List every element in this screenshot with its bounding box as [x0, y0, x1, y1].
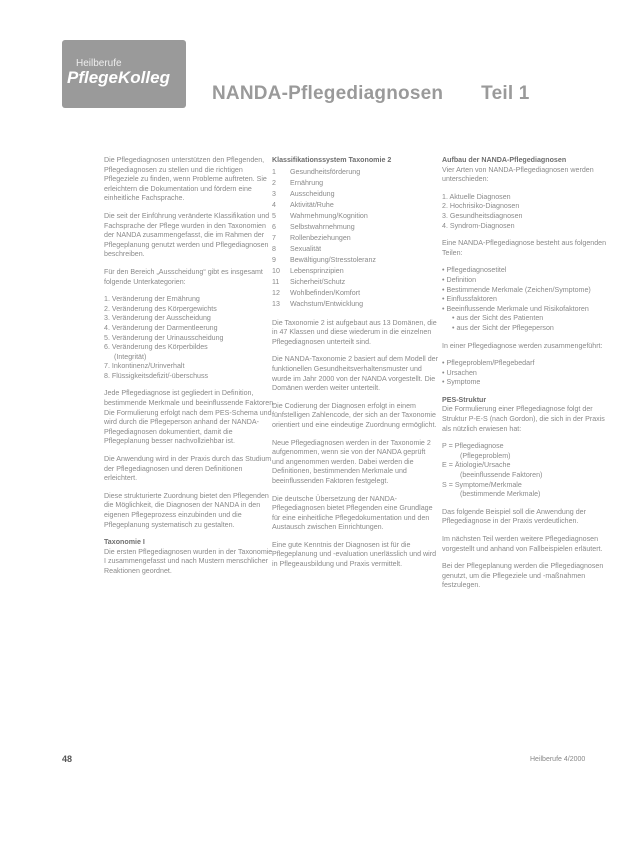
list-item: • Einflussfaktoren	[442, 295, 607, 305]
list	[442, 266, 607, 333]
list-item: • aus der Sicht des Patienten	[442, 314, 607, 324]
page-number: 48	[62, 754, 73, 764]
taxonomy-number: 4	[272, 201, 276, 210]
taxonomy-row	[272, 201, 438, 212]
taxonomy-number: 3	[272, 190, 276, 199]
list-item: (Pflegeproblem)	[460, 451, 511, 460]
list-item: 3. Veränderung der Ausscheidung	[104, 314, 211, 323]
paragraph: Bei der Pflegeplanung werden die Pflegediagnosen genutzt, um die Pflegeziele und -maßnahmen festzulegen.	[442, 562, 604, 590]
taxonomy-row	[272, 289, 438, 300]
list-item: 1. Aktuelle Diagnosen	[442, 192, 511, 201]
paragraph: Diese strukturierte Zuordnung bietet den Pflegenden die Möglichkeit, die Diagnosen der NANDA in den eigenen Pflegeprozess einzubinden und die Pflegeplanung systematisch zu gestalten.	[104, 491, 269, 529]
section-heading: PES-Struktur	[442, 395, 487, 404]
list-item: (beeinflussende Faktoren)	[460, 471, 543, 480]
list-item: • Ursachen	[442, 369, 607, 379]
section-heading: Klassifikationssystem Taxonomie 2	[272, 156, 392, 164]
paragraph: Eine NANDA-Pflegediagnose besteht aus folgenden Teilen:	[442, 239, 607, 257]
taxonomy-row	[272, 212, 438, 223]
taxonomy-number: 11	[272, 278, 280, 287]
list-item: 5. Veränderung der Urinausscheidung	[104, 333, 224, 342]
taxonomy-row	[272, 267, 438, 278]
taxonomy-number: 13	[272, 300, 280, 309]
taxonomy-number: 5	[272, 212, 276, 221]
taxonomy-row	[272, 223, 438, 234]
list-item: S = Symptome/Merkmale	[442, 480, 522, 489]
taxonomy-row	[272, 168, 438, 179]
list-item: 4. Syndrom-Diagnosen	[442, 221, 515, 230]
taxonomy-number: 10	[272, 267, 280, 276]
list	[442, 442, 607, 500]
list-item: 6. Veränderung des Körperbildes	[104, 343, 208, 352]
paragraph: Die Taxonomie 2 ist aufgebaut aus 13 Domänen, die in 47 Klassen und diese wiederum in die einzelnen Pflegediagnosen unterteilt sind.	[272, 318, 437, 346]
taxonomy-number: 8	[272, 245, 276, 254]
taxonomy-row	[272, 245, 438, 256]
list	[104, 295, 276, 381]
taxonomy-number: 1	[272, 168, 276, 177]
paragraph: Für den Bereich „Ausscheidung“ gibt es insgesamt folgende Unterkategorien:	[104, 267, 263, 286]
taxonomy-label: Ausscheidung	[290, 190, 335, 199]
taxonomy-label: Aktivität/Ruhe	[290, 201, 334, 210]
footer-source: Heilberufe 4/2000	[530, 756, 586, 763]
paragraph: Die Anwendung wird in der Praxis durch das Studium der Pflegediagnosen und deren Definitionen erleichtert.	[104, 455, 272, 483]
list-item: 2. Hochrisiko-Diagnosen	[442, 202, 520, 211]
list-item: • Pflegeproblem/Pflegebedarf	[442, 359, 607, 369]
taxonomy-number: 9	[272, 256, 276, 265]
list-item: • Definition	[442, 276, 607, 286]
paragraph: Im nächsten Teil werden weitere Pflegediagnosen vorgestellt und anhand von Fallbeispielen erläutert.	[442, 535, 603, 553]
taxonomy-number: 12	[272, 289, 280, 298]
list-item: • aus der Sicht der Pflegeperson	[442, 324, 607, 334]
taxonomy-row	[272, 300, 438, 311]
taxonomy-label: Bewältigung/Stresstoleranz	[290, 256, 376, 265]
paragraph: Die Codierung der Diagnosen erfolgt in einem fünfstelligen Zahlencode, der sich an der Taxonomie orientiert und eine eindeutige Zuordnung ermöglicht.	[272, 401, 437, 429]
taxonomy-row	[272, 234, 438, 245]
taxonomy-label: Gesundheitsförderung	[290, 168, 361, 177]
list-item: 8. Flüssigkeitsdefizit/-überschuss	[104, 371, 209, 380]
page-title	[212, 83, 530, 105]
taxonomy-row	[272, 256, 438, 267]
list-item: P = Pflegediagnose	[442, 442, 504, 451]
list-item: 7. Inkontinenz/Urinverhalt	[104, 362, 185, 371]
column-1	[104, 156, 276, 585]
taxonomy-label: Selbstwahrnehmung	[290, 223, 355, 232]
taxonomy-label: Wahrnehmung/Kognition	[290, 212, 368, 221]
list	[442, 359, 607, 388]
list-item: • Beeinflussende Merkmale und Risikofaktoren	[442, 305, 607, 315]
list-item: E = Ätiologie/Ursache	[442, 461, 511, 470]
section-heading: Taxonomie I	[104, 538, 145, 547]
taxonomy-row	[272, 278, 438, 289]
logo-top-text: Heilberufe	[76, 58, 122, 69]
list-item: (bestimmende Merkmale)	[460, 490, 541, 499]
list-item: 3. Gesundheitsdiagnosen	[442, 211, 523, 220]
taxonomy-label: Rollenbeziehungen	[290, 234, 351, 243]
logo-main-text: PflegeKolleg	[67, 68, 170, 87]
list-item: 2. Veränderung des Körpergewichts	[104, 304, 217, 313]
taxonomy-list	[272, 168, 438, 311]
taxonomy-row	[272, 179, 438, 190]
taxonomy-label: Wachstum/Entwicklung	[290, 300, 364, 309]
list-item: • Pflegediagnosetitel	[442, 266, 607, 276]
taxonomy-number: 6	[272, 223, 276, 232]
list-item: 4. Veränderung der Darmentleerung	[104, 323, 218, 332]
taxonomy-label: Sexualität	[290, 245, 322, 254]
paragraph: Vier Arten von NANDA-Pflegediagnosen werden unterschieden:	[442, 165, 594, 184]
paragraph: Neue Pflegediagnosen werden in der Taxonomie 2 aufgenommen, wenn sie von der NANDA geprüft und angenommen werden. Dabei werden die Definitionen, bestimmenden Merkmale und beeinflussenden Faktoren festgelegt.	[272, 438, 431, 485]
paragraph: Die deutsche Übersetzung der NANDA-Pflegediagnosen bietet Pflegenden eine Grundlage für eine einheitliche Pflegedokumentation und den Austausch zwischen Einrichtungen.	[272, 494, 433, 532]
taxonomy-label: Ernährung	[290, 179, 324, 188]
paragraph: Die Formulierung einer Pflegediagnose folgt der Struktur P-E-S (nach Gordon), die sich in der Praxis als nützlich erwiesen hat:	[442, 405, 605, 433]
list-item: 1. Veränderung der Ernährung	[104, 295, 200, 304]
taxonomy-row	[272, 190, 438, 201]
list	[442, 193, 607, 231]
taxonomy-label: Wohlbefinden/Komfort	[290, 289, 361, 298]
paragraph: Eine gute Kenntnis der Diagnosen ist für die Pflegeplanung und -evaluation unerlässlich und wird in Pflegeausbildung und Praxis vermittelt.	[272, 540, 437, 569]
column-3	[442, 156, 607, 599]
list-item: (Integrität)	[114, 352, 147, 361]
title-text: NANDA-Pflegediagnosen	[212, 83, 444, 104]
taxonomy-label: Sicherheit/Schutz	[290, 278, 346, 287]
paragraph: Jede Pflegediagnose ist gegliedert in Definition, bestimmende Merkmale und beeinflussende Faktoren. Die Formulierung erfolgt nach dem PES-Schema und wird durch die Pflegeperson anhand der NANDA-Pflegediagnosen dokumentiert, damit die Pflegeplanung besser nachvollziehbar ist.	[104, 389, 276, 446]
list-item: • Symptome	[442, 378, 607, 388]
paragraph: Die Pflegediagnosen unterstützen den Pflegenden, Pflegediagnosen zu stellen und die richtigen Pflegeziele zu finden, wenn Probleme auftreten. Sie erleichtern die Dokumentation und fördern eine einheitliche Fachsprache.	[104, 156, 267, 203]
paragraph: Die ersten Pflegediagnosen wurden in der Taxonomie I zusammengefasst und nach Mustern menschlicher Reaktionen geordnet.	[104, 547, 273, 575]
taxonomy-number: 2	[272, 179, 276, 188]
section-heading: Aufbau der NANDA-Pflegediagnosen	[442, 156, 567, 164]
list-item: • Bestimmende Merkmale (Zeichen/Symptome)	[442, 286, 607, 296]
paragraph: Die seit der Einführung veränderte Klassifikation und Fachsprache der Pflege wurden in den Taxonomien der NANDA zusammengefasst, die im Rahmen der Pflegeplanung genutzt werden und Pflegediagnosen beschreiben.	[104, 211, 270, 259]
paragraph: Das folgende Beispiel soll die Anwendung der Pflegediagnose in der Praxis verdeutlichen.	[442, 507, 586, 526]
taxonomy-number: 7	[272, 234, 276, 243]
title-part: Teil 1	[481, 83, 530, 104]
column-2	[272, 156, 438, 578]
taxonomy-label: Lebensprinzipien	[290, 267, 344, 276]
paragraph: Die NANDA-Taxonomie 2 basiert auf dem Modell der funktionellen Gesundheitsverhaltensmuster und wurde im Jahr 2000 von der NANDA vorgestellt. Die Domänen werden weiter unterteilt.	[272, 355, 438, 393]
paragraph: In einer Pflegediagnose werden zusammengeführt:	[442, 341, 603, 350]
